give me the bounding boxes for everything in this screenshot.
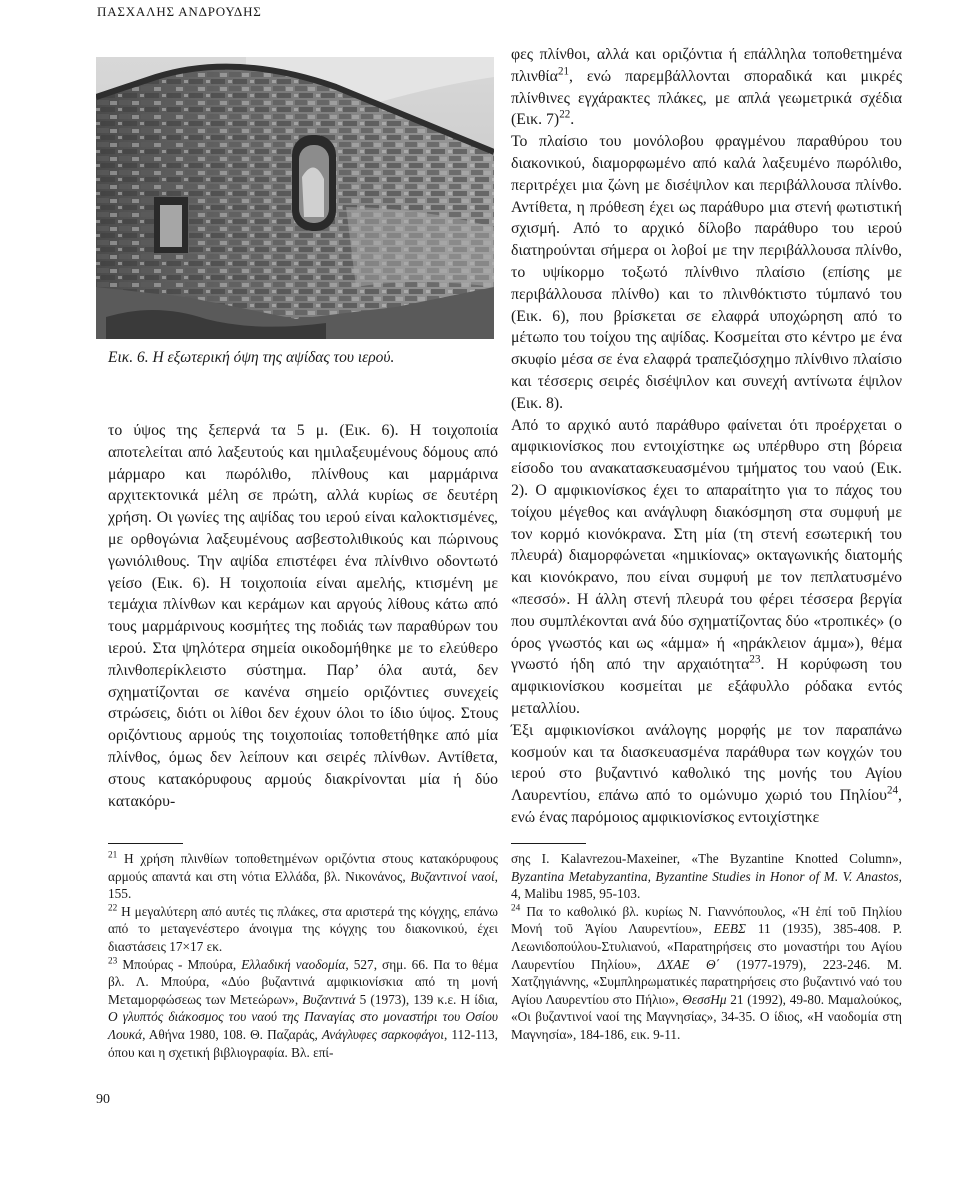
footnotes-left — [108, 850, 498, 1061]
footnote-24: $^{24}$ Πα το καθολικό βλ. κυρίως Ν. Γιαννόπουλος, «Ἡ ἐπί τοῦ Πηλίου Μονή τοῦ Ἁγίου Λαυρεντίου», ΕΕΒΣ 11 (1935), 385-408. Ρ. Λεωνιδοπούλου-Στυλιανού, «Παρατηρήσεις στο μοναστήρι του Αγίου Λαυρεντίου Πηλίου», ΔΧΑΕ Θ΄ (1977-1979), 223-246. Μ. Χατζηγιάννης, «Συμπληρωματικές παρατηρήσεις στο βυζαντινό ναό του Αγίου Λαυρεντίου στο Πήλιο», ΘεσσΗμ 21 (1992), 49-80. Μαμαλούκος, «Οι βυζαντινοί ναοί της Μαγνησίας», 34-35. Ο ίδιος, «Η ναοδομία στη Μαγνησία», 184-186, εικ. 9-11. — [511, 903, 903, 1042]
footnote-ref: 21 — [557, 65, 569, 78]
body-paragraph: το ύψος της ξεπερνά τα 5 μ. (Εικ. 6). Η τοιχοποιία αποτελείται από λαξευτούς και ημιλαξευμένους δόμους από μάρμαρο και πωρόλιθο, πλίνθους και μαρμάρινα αρχιτεκτονικά μέλη σε πρώτη, αλλά κυρίως σε δευτέρη χρήση. Οι γωνίες της αψίδας του ιερού είναι καλοκτισμένες, με ορθογώνια λαξευμένους ασβεστολιθικούς και πώρινους γωνιόλιθους. Την αψίδα επιστέφει ένα πλίνθινο οδοντωτό γείσο (Εικ. 6). Η τοιχοποιία είναι αμελής, κτισμένη με τεμάχια πλίνθων και κεράμων και αργούς λίθους κάτω από τους μαρμάρινους κοσμήτες της ποδιάς των παραθύρων του ιερού. Στα ψηλότερα σημεία οικοδομήθηκε με το ελεύθερο πλινθοπερίκλειστο σύστημα. Παρ’ όλα αυτά, δεν σχηματίζονται σε κανένα σημείο οριζόντιες συνεχείς στρώσεις, διότι οι λίθοι δεν έχουν όλοι το ίδιο ύψος. Στους οριζόντιους αρμούς της τοιχοποιίας τοποθετήθηκε από μία πλίνθος, όμως δεν λείπουν και σειρές πλίνθων. Αντίθετα, στους κατακόρυφους αρμούς διακρίνονται μία ή δύο κατακόρυ- — [108, 422, 498, 810]
footnote-ref: 22 — [559, 109, 571, 122]
running-header: ΠΑΣΧΑΛΗΣ ΑΝΔΡΟΥΔΗΣ — [97, 4, 262, 19]
apse-photo — [96, 57, 494, 339]
footnote-divider — [511, 843, 586, 844]
body-paragraph: φες πλίνθοι, αλλά και οριζόντια ή επάλληλα τοποθετημένα πλινθία$^{21}$, ενώ παρεμβάλλονται σποραδικά και μικρές πλίνθινες εγχάρακτες πλάκες, με απλά γεωμετρικά σχέδια (Εικ. 7)$^{22}$. — [511, 46, 902, 129]
body-column-right — [511, 44, 902, 829]
footnote-22: $^{22}$ Η μεγαλύτερη από αυτές τις πλάκες, στα αριστερά της κόγχης, επάνω από το μεταγενέστερο άνοιγμα της κόγχης του διακονικού, έχει διαστάσεις 17×17 εκ. — [108, 903, 498, 954]
body-column-left — [108, 420, 498, 812]
footnotes-right — [511, 850, 902, 1044]
body-paragraph: Έξι αμφικιονίσκοι ανάλογης μορφής με τον παραπάνω κοσμούν και τα διασκευασμένα παράθυρα των κογχών του ιερού στο βυζαντινό καθολικό της μονής του Αγίου Λαυρεντίου, επάνω από το ομώνυμο χωριό του Πηλίου$^{24}$, ενώ ένας παρόμοιος αμφικιονίσκος εντοιχίστηκε — [511, 721, 902, 826]
page-number: 90 — [96, 1092, 110, 1107]
footnote-23: $^{23}$ Μπούρας - Μπούρα, Ελλαδική ναοδομία, 527, σημ. 66. Πα το θέμα βλ. Λ. Μπούρα, «Δύο βυζαντινά αμφικιονίσκια από τη μονή Μεταμορφώσεως των Μετεώρων», Βυζαντινά 5 (1973), 139 κ.ε. Η ίδια, Ο γλυπτός διάκοσμος του ναού της Παναγίας στο μοναστήρι του Οσίου Λουκά, Αθήνα 1980, 108. Θ. Παζαράς, Ανάγλυφες σαρκοφάγοι, 112-113, όπου και η σχετική βιβλιογραφία. Βλ. επί- — [108, 956, 499, 1060]
figure-caption: Εικ. 6. Η εξωτερική όψη της αψίδας του ιερού. — [108, 349, 395, 366]
body-paragraph: Το πλαίσιο του μονόλοβου φραγμένου παραθύρου του διακονικού, διαμορφωμένο από καλά λαξευμένο πωρόλιθο, περιτρέχει μια ζώνη με δισέψιλον και περιβάλλουσα πλίνθο. Αντίθετα, η πρόθεση έχει ως παράθυρο μια στενή φωτιστική σχισμή. Από το αρχικό δίλοβο παράθυρο του ιερού διατηρούνται σήμερα οι λοβοί με την περιβάλλουσα πλίνθο, το υψίκορμο τοξωτό πλίνθινο πλαίσιο (επίσης με περιβάλλουσα πλίνθο) και το πλινθόκτιστο τύμπανό του (Εικ. 6), που βρίσκεται σε ελαφρά υποχώρηση από το μέτωπο του τοίχου της αψίδας. Κοσμείται στο κέντρο με ένα σκυφίο μέσα σε ένα ελαφρά τραπεζιόσχημο πλίνθινο πλαίσιο και τέσσερις σειρές δισέψιλον και συνεχή αντίνωτα έψιλον (Εικ. 8). — [511, 133, 902, 412]
footnote-21: $^{21}$ Η χρήση πλινθίων τοποθετημένων οριζόντια στους κατακόρυφους αρμούς απαντά και στη νότια Ελλάδα, βλ. Νικονάνος, Βυζαντινοί ναοί, 155. — [108, 850, 498, 902]
footnote-ref: 24 — [887, 784, 899, 797]
footnote-divider — [108, 843, 183, 844]
footnote-23-continued: σης I. Kalavrezou-Maxeiner, «The Byzantine Knotted Column», Byzantina Metabyzantina, Byzantine Studies in Honor of M. V. Anastos, 4, Malibu 1985, 95-103. — [511, 851, 902, 902]
footnote-ref: 23 — [749, 654, 761, 667]
body-paragraph: Από το αρχικό αυτό παράθυρο φαίνεται ότι προέρχεται ο αμφικιονίσκος που εντοιχίστηκε ως υπέρθυρο στη βόρεια είσοδο του ανακατασκευασμένου τμήματος του ναού (Εικ. 2). Ο αμφικιονίσκος έχει το απαραίτητο για το πάχος του τοίχου μέγεθος και ανάγλυφη διακόσμηση στα συμφυή με τον κορμό κιονόκρανα. Στη μία (τη στενή εσωτερική του πλευρά) διαμορφώνεται «ημικίονας» οκταγωνικής διατομής και κιονόκρανο, που είναι συμφυή με τον πεπλατυσμένο «πεσσό». Η άλλη στενή πλευρά του φέρει τέσσερα βεργία που συμπλέκονται ανά δύο σχηματίζοντας δύο «τροπικές» (ο όρος γνωστός και ως «άμμα» ή «ηράκλειον άμμα»), θέμα γνωστό ήδη από την αρχαιότητα$^{23}$. Η κορύφωση του αμφικιονίσκου κοσμείται με εξάφυλλο ρόδακα εντός μεταλλίου. — [511, 416, 902, 717]
